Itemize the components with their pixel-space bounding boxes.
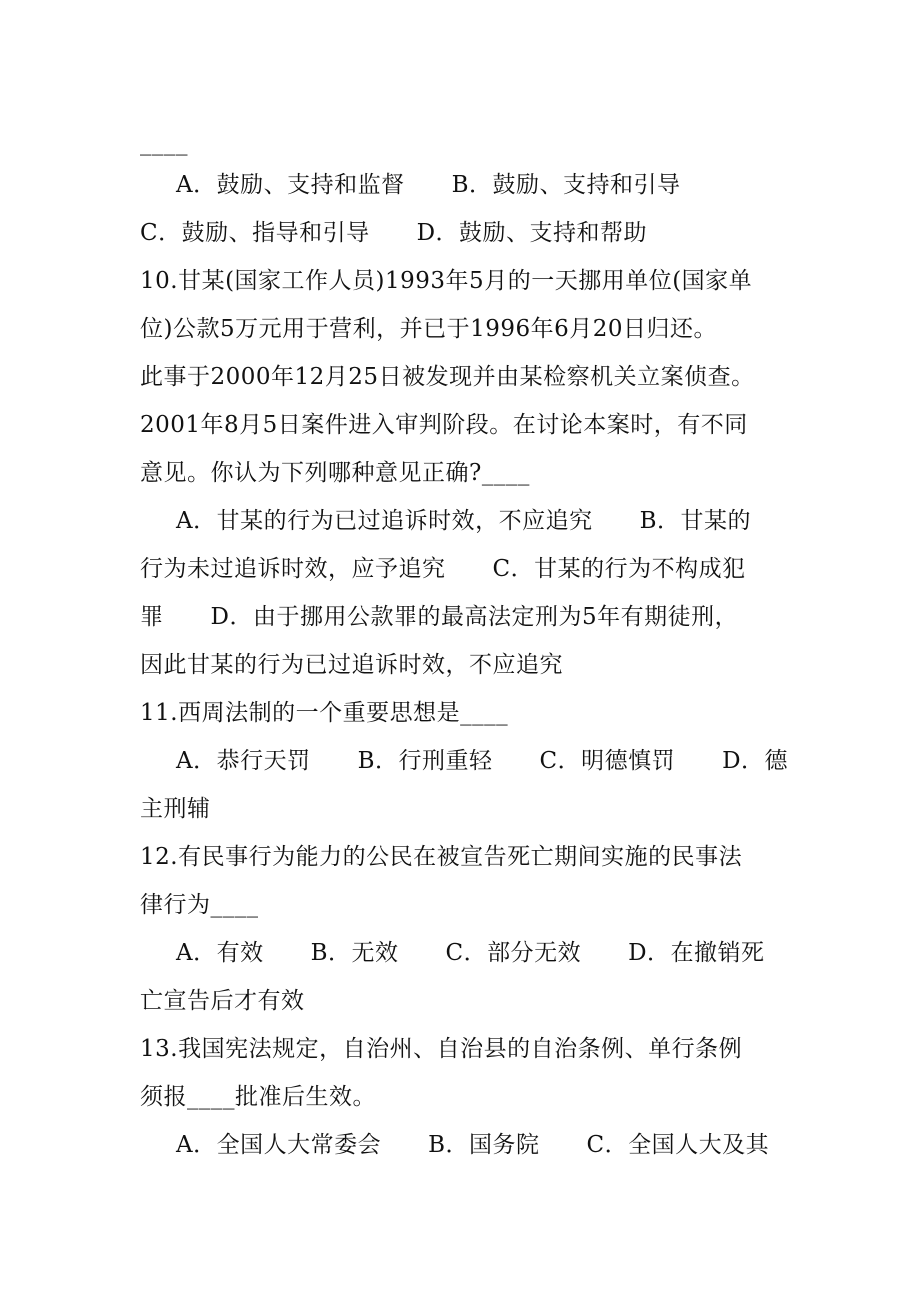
text-line-13: 11.西周法制的一个重要思想是____ xyxy=(140,700,509,726)
text-line-2: A．鼓励、支持和监督 B．鼓励、支持和引导 xyxy=(176,172,681,198)
text-line-8: 意见。你认为下列哪种意见正确?____ xyxy=(140,460,530,486)
text-line-20: 13.我国宪法规定，自治州、自治县的自治条例、单行条例 xyxy=(140,1036,743,1062)
text-line-6: 此事于2000年12月25日被发现并由某检察机关立案侦查。 xyxy=(140,364,755,390)
text-line-10: 行为未过追诉时效，应予追究 C．甘某的行为不构成犯 xyxy=(140,556,746,582)
text-line-11: 罪 D．由于挪用公款罪的最高法定刑为5年有期徒刑， xyxy=(140,604,739,630)
text-line-15: 主刑辅 xyxy=(140,796,211,822)
text-line-21: 须报____批准后生效。 xyxy=(140,1084,376,1110)
text-line-7: 2001年8月5日案件进入审判阶段。在讨论本案时，有不同 xyxy=(140,412,748,438)
text-line-19: 亡宣告后才有效 xyxy=(140,988,305,1014)
text-line-3: C．鼓励、指导和引导 D．鼓励、支持和帮助 xyxy=(140,220,648,246)
text-line-18: A．有效 B．无效 C．部分无效 D．在撤销死 xyxy=(176,940,765,966)
text-line-12: 因此甘某的行为已过追诉时效，不应追究 xyxy=(140,652,563,678)
text-line-9: A．甘某的行为已过追诉时效，不应追究 B．甘某的 xyxy=(176,508,752,534)
text-line-22: A．全国人大常委会 B．国务院 C．全国人大及其 xyxy=(176,1132,770,1158)
text-line-1: ____ xyxy=(140,130,188,156)
text-line-4: 10.甘某(国家工作人员)1993年5月的一天挪用单位(国家单 xyxy=(140,268,753,294)
text-line-17: 律行为____ xyxy=(140,892,259,918)
text-line-5: 位)公款5万元用于营利，并已于1996年6月20日归还。 xyxy=(140,316,718,342)
text-line-16: 12.有民事行为能力的公民在被宣告死亡期间实施的民事法 xyxy=(140,844,743,870)
text-line-14: A．恭行天罚 B．行刑重轻 C．明德慎罚 D．德 xyxy=(176,748,789,774)
